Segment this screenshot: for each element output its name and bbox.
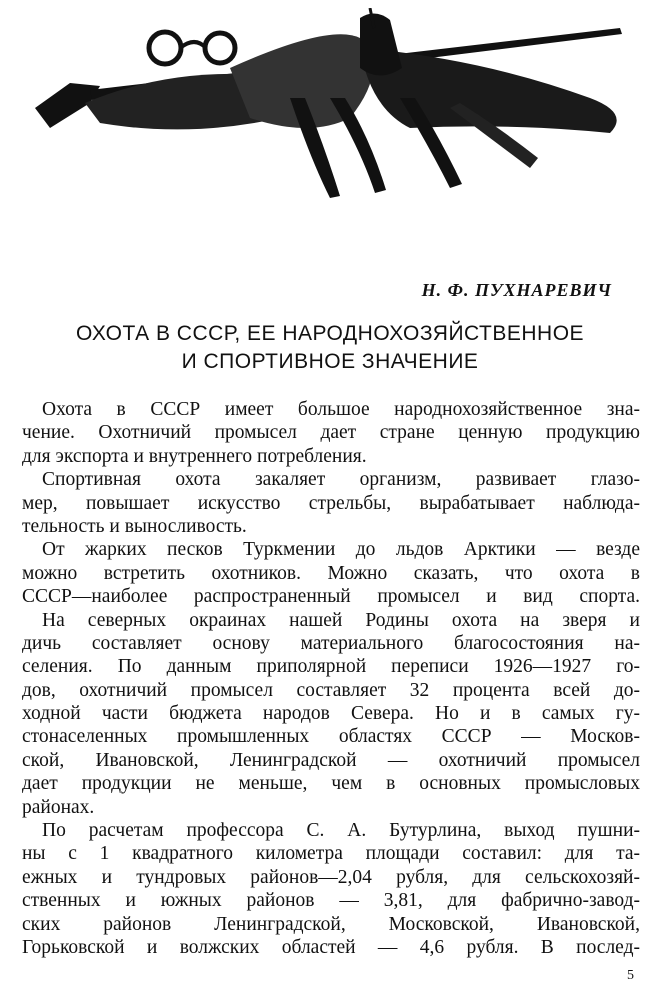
body-line: На северных окраинах нашей Родины охота на зверя и	[42, 609, 640, 631]
trap-ring-left	[149, 32, 181, 64]
body-line: районах.	[22, 796, 95, 818]
hunting-still-life-illustration	[30, 8, 630, 208]
body-line: тельность и выносливость.	[22, 515, 247, 537]
body-line: дичь составляет основу материального благосостояния на-	[22, 632, 640, 654]
body-line: ежных и тундровых районов—2,04 рубля, для сельскохозяй-	[22, 866, 640, 888]
body-line: Спортивная охота закаляет организм, развивает глазо-	[42, 469, 640, 491]
body-line: ходной части бюджета народов Севера. Но и в самых гу-	[22, 703, 640, 725]
body-line: ской, Ивановской, Ленинградской — охотничий промысел	[22, 749, 640, 771]
title-line-1: ОХОТА В СССР, ЕЕ НАРОДНОХОЗЯЙСТВЕННОЕ	[75, 322, 585, 345]
feather-bundle	[360, 13, 402, 75]
body-line: стонаселенных промышленных областях СССР — Москов-	[22, 726, 640, 748]
body-line: можно встретить охотников. Можно сказать, что охота в	[22, 562, 640, 584]
title-line-2: И СПОРТИВНОЕ ЗНАЧЕНИЕ	[181, 350, 479, 373]
body-line: От жарких песков Туркмении до льдов Арктики — везде	[42, 539, 640, 561]
body-line: ских районов Ленинградской, Московской, Ивановской,	[22, 913, 640, 935]
page-number: 5	[627, 968, 634, 983]
body-line: Горьковской и волжских областей — 4,6 рубля. В послед-	[22, 936, 640, 958]
author-name: Н. Ф. ПУХНАРЕВИЧ	[421, 280, 612, 300]
body-line: мер, повышает искусство стрельбы, вырабатывает наблюда-	[22, 492, 640, 514]
trap-chain	[180, 42, 206, 48]
body-line: селения. По данным приполярной переписи 1926—1927 го-	[22, 656, 640, 678]
body-line: Охота в СССР имеет большое народнохозяйственное зна-	[42, 399, 640, 420]
body-line: дает продукции не меньше, чем в основных промысловых	[22, 773, 640, 795]
body-line: СССР—наиболее распространенный промысел и вид спорта.	[22, 586, 640, 608]
body-line: для экспорта и внутреннего потребления.	[22, 445, 367, 467]
body-line: По расчетам профессора С. А. Бутурлина, выход пушни-	[42, 820, 640, 842]
body-line: чение. Охотничий промысел дает стране ценную продукцию	[22, 422, 640, 444]
body-line: ны с 1 квадратного километра площади составил: для та-	[22, 843, 640, 865]
article-title	[40, 320, 620, 376]
body-line: ственных и южных районов — 3,81, для фабрично-завод-	[22, 890, 640, 912]
tail-2	[330, 98, 386, 193]
article-body	[22, 398, 640, 959]
body-line: дов, охотничий промысел составляет 32 процента всей до-	[22, 679, 640, 701]
trap-ring-right	[205, 33, 235, 63]
